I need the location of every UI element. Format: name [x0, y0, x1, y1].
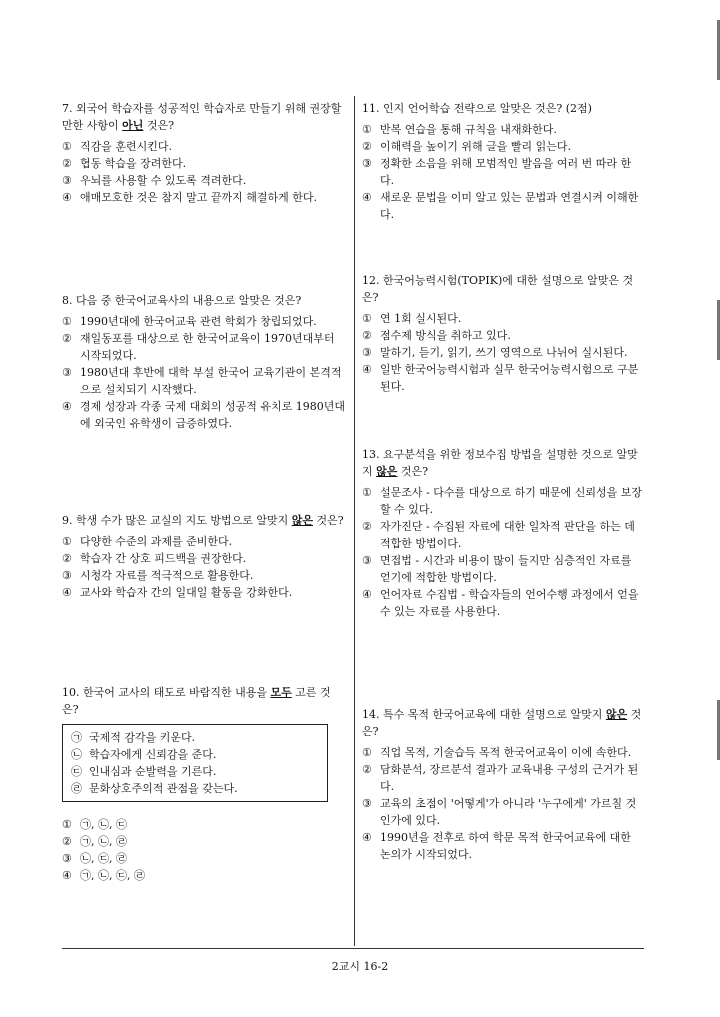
option-3[interactable]: ③ 면접법 - 시간과 비용이 많이 들지만 심층적인 자료를 얻기에 적합한 방법이다. [362, 554, 632, 584]
option-3[interactable]: ③ 1980년대 후반에 대학 부설 한국어 교육기관이 본격적으로 설치되기 시작했다. [62, 366, 342, 396]
question-stem: 10. 한국어 교사의 태도로 바람직한 내용을 모두 고른 것은? [62, 686, 331, 716]
choice-box [62, 724, 328, 802]
box-item: ㉣ 문화상호주의적 관점을 갖는다. [71, 782, 238, 795]
question-stem: 13. 요구분석을 위한 정보수집 방법을 설명한 것으로 알맞지 않은 것은? [362, 448, 638, 478]
option-2[interactable]: ② 담화분석, 장르분석 결과가 교육내용 구성의 근거가 된다. [362, 763, 639, 793]
question-9 [62, 512, 347, 601]
option-4[interactable]: ④ 일반 한국어능력시험과 실무 한국어능력시험으로 구분된다. [362, 363, 639, 393]
option-3[interactable]: ③ 정확한 소음을 위해 모범적인 발음을 여러 번 따라 한다. [362, 157, 632, 187]
option-3[interactable]: ③ 교육의 초점이 '어떻게'가 아니라 '누구에게' 가르칠 것인가에 있다. [362, 797, 637, 827]
box-item: ㉢ 인내심과 순발력을 기른다. [71, 765, 217, 778]
question-stem: 9. 학생 수가 많은 교실의 지도 방법으로 알맞지 않은 것은? [62, 514, 344, 527]
option-3[interactable]: ③ 시청각 자료를 적극적으로 활용한다. [62, 569, 254, 582]
question-stem: 11. 인지 언어학습 전략으로 알맞은 것은? (2점) [362, 102, 592, 115]
question-stem: 8. 다음 중 한국어교육사의 내용으로 알맞은 것은? [62, 294, 302, 307]
question-10 [62, 684, 347, 884]
question-13 [362, 446, 644, 620]
option-2[interactable]: ② 재일동포를 대상으로 한 한국어교육이 1970년대부터 시작되었다. [62, 332, 335, 362]
option-1[interactable]: ① 반복 연습을 통해 규칙을 내재화한다. [362, 123, 557, 136]
emphasis: 않은 [605, 708, 628, 721]
option-1[interactable]: ① 설문조사 - 다수를 대상으로 하기 때문에 신뢰성을 보장할 수 있다. [362, 486, 642, 516]
option-3[interactable]: ③ ㉡, ㉢, ㉣ [62, 852, 127, 865]
page-number: 2교시 16-2 [331, 960, 389, 973]
option-2[interactable]: ② ㉠, ㉡, ㉣ [62, 835, 127, 848]
option-1[interactable]: ① ㉠, ㉡, ㉢ [62, 818, 127, 831]
option-4[interactable]: ④ 애매모호한 것은 참지 말고 끝까지 해결하게 한다. [62, 191, 317, 204]
column-divider [354, 96, 355, 946]
box-item: ㉠ 국제적 감각을 키운다. [71, 731, 196, 744]
question-12 [362, 272, 644, 395]
option-1[interactable]: ① 다양한 수준의 과제를 준비한다. [62, 535, 233, 548]
option-1[interactable]: ① 직감을 훈련시킨다. [62, 140, 173, 153]
option-2[interactable]: ② 이해력을 높이기 위해 글을 빨리 읽는다. [362, 140, 571, 153]
option-1[interactable]: ① 연 1회 실시된다. [362, 312, 462, 325]
question-stem: 12. 한국어능력시험(TOPIK)에 대한 설명으로 알맞은 것은? [362, 274, 634, 304]
option-4[interactable]: ④ 경제 성장과 각종 국제 대회의 성공적 유치로 1980년대에 외국인 유학생이 급증하였다. [62, 400, 345, 430]
emphasis: 아닌 [122, 119, 144, 132]
option-3[interactable]: ③ 말하기, 듣기, 읽기, 쓰기 영역으로 나뉘어 실시된다. [362, 346, 628, 359]
option-2[interactable]: ② 학습자 간 상호 피드백을 권장한다. [62, 552, 247, 565]
emphasis: 않은 [376, 465, 398, 478]
question-stem: 14. 특수 목적 한국어교육에 대한 설명으로 알맞지 않은 것은? [362, 708, 642, 738]
emphasis: 않은 [291, 514, 313, 527]
option-4[interactable]: ④ 언어자료 수집법 - 학습자들의 언어수행 과정에서 얻을 수 있는 자료를 사용한다. [362, 588, 639, 618]
option-1[interactable]: ① 직업 목적, 기술습득 목적 한국어교육이 이에 속한다. [362, 746, 632, 759]
question-stem: 7. 외국어 학습자를 성공적인 학습자로 만들기 위해 권장할 만한 사항이 아닌 것은? [62, 102, 342, 132]
option-2[interactable]: ② 자가진단 - 수집된 자료에 대한 일차적 판단을 하는 데 적합한 방법이다. [362, 520, 635, 550]
question-11 [362, 100, 644, 223]
question-14 [362, 706, 644, 863]
question-8 [62, 292, 347, 432]
option-2[interactable]: ② 협동 학습을 장려한다. [62, 157, 187, 170]
option-2[interactable]: ② 점수제 방식을 취하고 있다. [362, 329, 511, 342]
option-4[interactable]: ④ 새로운 문법을 이미 알고 있는 문법과 연결시켜 이해한다. [362, 191, 639, 221]
question-7 [62, 100, 347, 206]
footer-divider [62, 948, 644, 949]
option-4[interactable]: ④ 교사와 학습자 간의 일대일 활동을 강화한다. [62, 586, 293, 599]
option-4[interactable]: ④ ㉠, ㉡, ㉢, ㉣ [62, 869, 145, 882]
option-4[interactable]: ④ 1990년을 전후로 하여 학문 목적 한국어교육에 대한 논의가 시작되었다. [362, 831, 631, 861]
option-3[interactable]: ③ 우뇌를 사용할 수 있도록 격려한다. [62, 174, 247, 187]
emphasis: 모두 [270, 686, 292, 699]
box-item: ㉡ 학습자에게 신뢰감을 준다. [71, 748, 217, 761]
option-1[interactable]: ① 1990년대에 한국어교육 관련 학회가 창립되었다. [62, 315, 317, 328]
